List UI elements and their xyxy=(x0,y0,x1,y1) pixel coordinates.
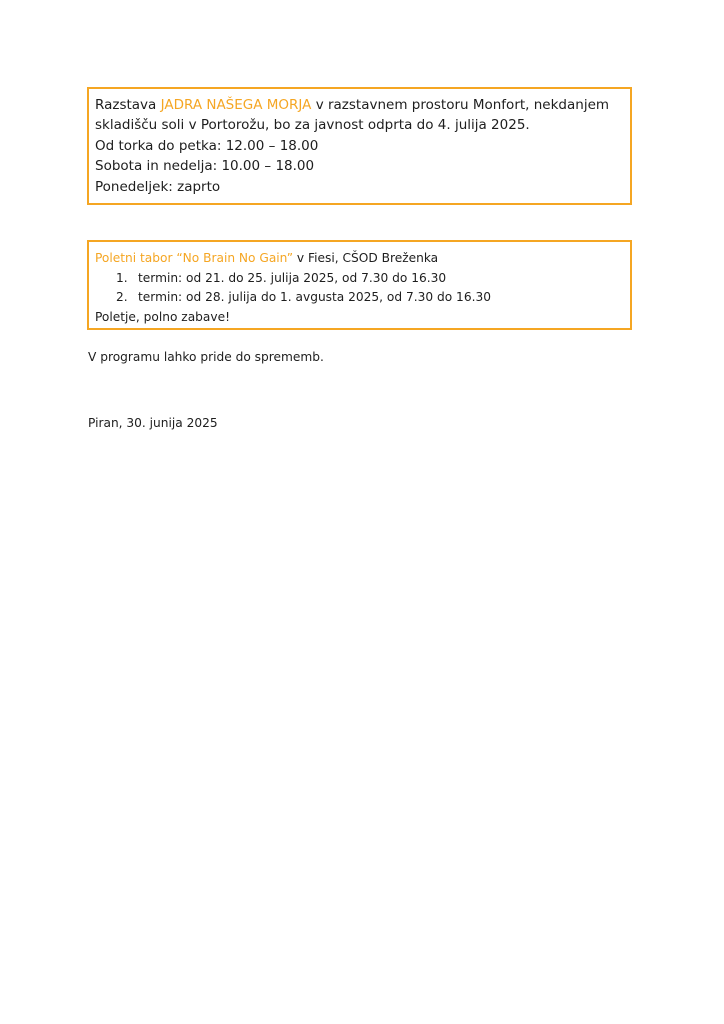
camp-box xyxy=(87,240,632,330)
exhibition-hours-monday: Ponedeljek: zaprto xyxy=(95,178,221,195)
term-text: termin: od 21. do 25. julija 2025, od 7.30 do 16.30 xyxy=(138,270,447,285)
camp-closing: Poletje, polno zabave! xyxy=(95,309,230,324)
list-number: 2. xyxy=(116,290,128,304)
exhibition-hours-weekend: Sobota in nedelja: 10.00 – 18.00 xyxy=(95,158,315,175)
list-number: 1. xyxy=(116,270,128,285)
exhibition-line-2: skladišču soli v Portorožu, bo za javnost odprta do 4. julija 2025. xyxy=(95,117,530,134)
exhibition-suffix: v razstavnem prostoru Monfort, nekdanjem xyxy=(311,97,610,113)
exhibition-box xyxy=(87,87,632,205)
camp-location: v Fiesi, CŠOD Breženka xyxy=(293,251,439,265)
place-and-date: Piran, 30. junija 2025 xyxy=(88,416,218,430)
camp-heading xyxy=(95,249,630,269)
exhibition-line-1 xyxy=(95,95,630,115)
camp-title: Poletni tabor “No Brain No Gain” xyxy=(95,251,294,265)
exhibition-title: JADRA NAŠEGA MORJA xyxy=(160,97,312,113)
list-item xyxy=(95,269,630,289)
term-text: termin: od 28. julija do 1. avgusta 2025, od 7.30 do 16.30 xyxy=(138,290,491,304)
exhibition-hours-weekday: Od torka do petka: 12.00 – 18.00 xyxy=(95,137,319,154)
list-item xyxy=(95,288,630,308)
program-change-note: V programu lahko pride do sprememb. xyxy=(88,350,324,364)
exhibition-prefix: Razstava xyxy=(95,97,161,113)
camp-terms-list xyxy=(95,269,630,308)
